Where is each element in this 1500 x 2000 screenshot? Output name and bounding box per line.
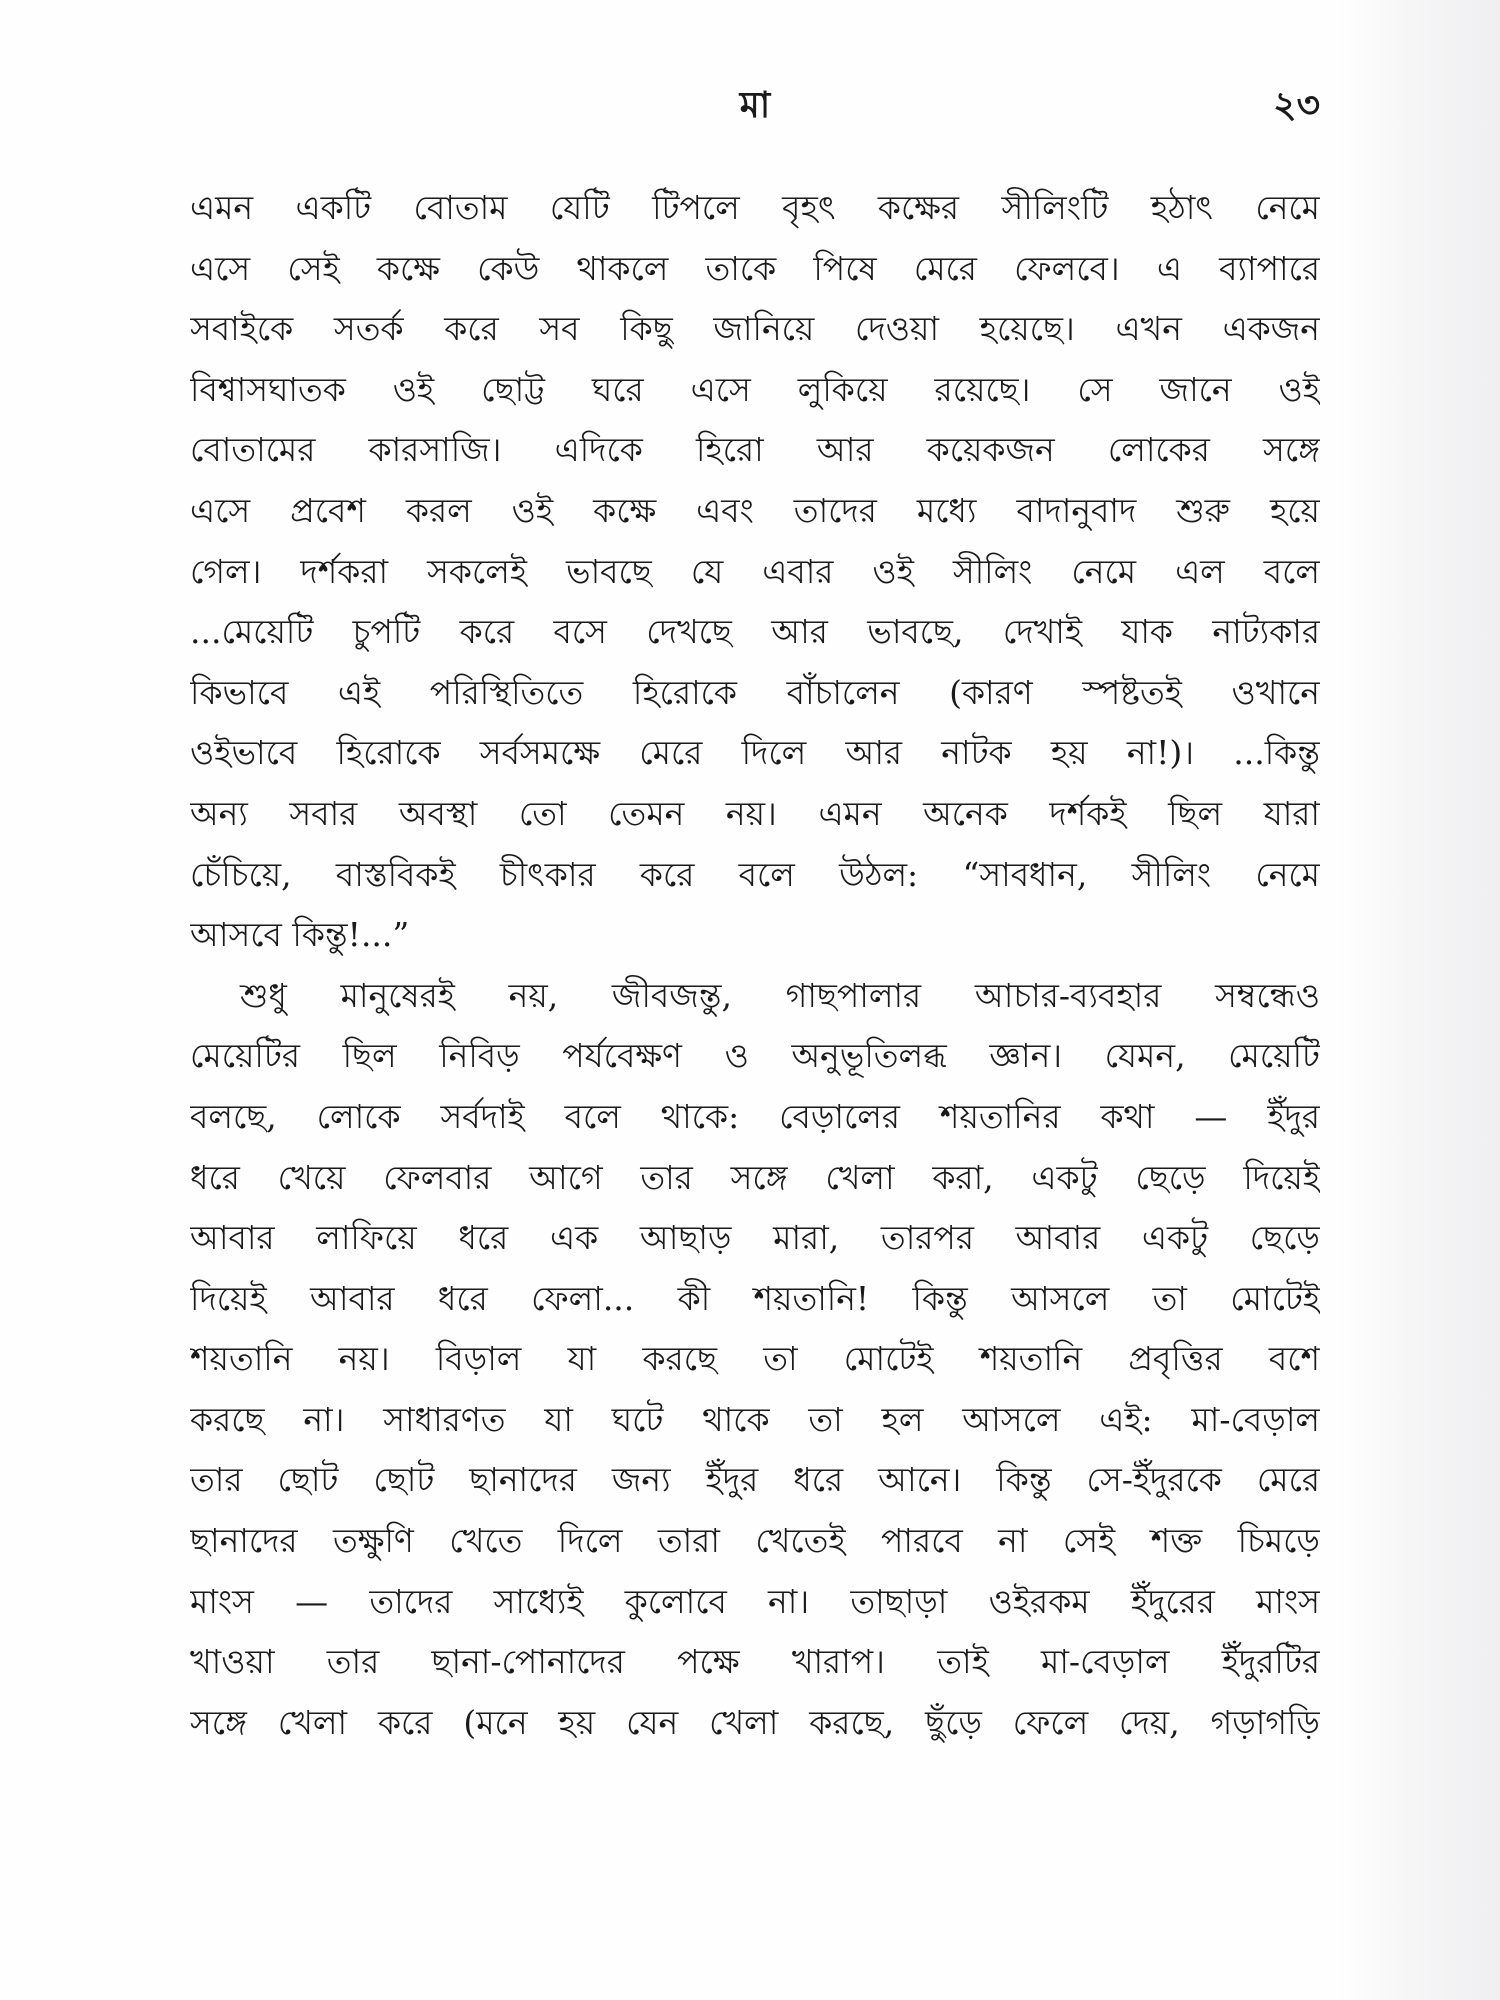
text-line: করছে না। সাধারণত যা ঘটে থাকে তা হল আসলে এই: মা-বেড়াল: [190, 1399, 1320, 1439]
text-line: মেয়েটির ছিল নিবিড় পর্যবেক্ষণ ও অনুভূতিলব্ধ জ্ঞান। যেমন, মেয়েটি: [190, 1036, 1320, 1076]
text-line: দিয়েই আবার ধরে ফেলা... কী শয়তানি! কিন্তু আসলে তা মোটেই: [190, 1278, 1320, 1318]
text-line: বিশ্বাসঘাতক ওই ছোট্ট ঘরে এসে লুকিয়ে রয়েছে। সে জানে ওই: [190, 369, 1320, 409]
text-line: কিভাবে এই পরিস্থিতিতে হিরোকে বাঁচালেন (কারণ স্পষ্টতই ওখানে: [190, 672, 1320, 712]
text-line: আবার লাফিয়ে ধরে এক আছাড় মারা, তারপর আবার একটু ছেড়ে: [190, 1218, 1320, 1258]
chapter-title: মা: [739, 84, 771, 126]
text-line: শয়তানি নয়। বিড়াল যা করছে তা মোটেই শয়তানি প্রবৃত্তির বশে: [190, 1339, 1320, 1379]
text-line: এমন একটি বোতাম যেটি টিপলে বৃহৎ কক্ষের সীলিংটি হঠাৎ নেমে: [190, 188, 1320, 227]
text-line: এসে সেই কক্ষে কেউ থাকলে তাকে পিষে মেরে ফেলবে। এ ব্যাপারে: [190, 248, 1320, 288]
text-line: সবাইকে সতর্ক করে সব কিছু জানিয়ে দেওয়া হয়েছে। এখন একজন: [190, 309, 1320, 349]
text-line: ছানাদের তক্ষুণি খেতে দিলে তারা খেতেই পারবে না সেই শক্ত চিমড়ে: [190, 1521, 1320, 1561]
text-line: বোতামের কারসাজি। এদিকে হিরো আর কয়েকজন লোকের সঙ্গে: [190, 430, 1320, 470]
facing-page-edge: [1335, 0, 1500, 2000]
text-line: খাওয়া তার ছানা-পোনাদের পক্ষে খারাপ। তাই মা-বেড়াল ইঁদুরটির: [190, 1642, 1320, 1682]
paragraph-start-line: শুধু মানুষেরই নয়, জীবজন্তু, গাছপালার আচার-ব্যবহার সম্বন্ধেও: [240, 975, 1320, 1015]
running-head: [190, 78, 1320, 138]
text-line: গেল। দর্শকরা সকলেই ভাবছে যে এবার ওই সীলিং নেমে এল বলে: [190, 551, 1320, 591]
text-line: চেঁচিয়ে, বাস্তবিকই চীৎকার করে বলে উঠল: “সাবধান, সীলিং নেমে: [190, 854, 1320, 894]
text-line: অন্য সবার অবস্থা তো তেমন নয়। এমন অনেক দর্শকই ছিল যারা: [190, 793, 1320, 833]
text-line: ...মেয়েটি চুপটি করে বসে দেখছে আর ভাবছে, দেখাই যাক নাট্যকার: [190, 612, 1320, 652]
text-line: বলছে, লোকে সর্বদাই বলে থাকে: বেড়ালের শয়তানির কথা — ইঁদুর: [190, 1096, 1320, 1136]
text-line: ওইভাবে হিরোকে সর্বসমক্ষে মেরে দিলে আর নাটক হয় না!)। ...কিন্তু: [190, 733, 1320, 773]
paragraph-end-line: আসবে কিন্তু!...”: [190, 915, 410, 955]
page-number: ২৩: [1273, 84, 1320, 126]
body-text: [190, 178, 1320, 1753]
text-line: তার ছোট ছোট ছানাদের জন্য ইঁদুর ধরে আনে। কিন্তু সে-ইঁদুরকে মেরে: [190, 1460, 1320, 1500]
text-line: সঙ্গে খেলা করে (মনে হয় যেন খেলা করছে, ছুঁড়ে ফেলে দেয়, গড়াগড়ি: [190, 1702, 1320, 1742]
text-line: এসে প্রবেশ করল ওই কক্ষে এবং তাদের মধ্যে বাদানুবাদ শুরু হয়ে: [190, 490, 1320, 530]
text-line: মাংস — তাদের সাধ্যেই কুলোবে না। তাছাড়া ওইরকম ইঁদুরের মাংস: [190, 1581, 1320, 1621]
text-line: ধরে খেয়ে ফেলবার আগে তার সঙ্গে খেলা করা, একটু ছেড়ে দিয়েই: [190, 1157, 1320, 1197]
